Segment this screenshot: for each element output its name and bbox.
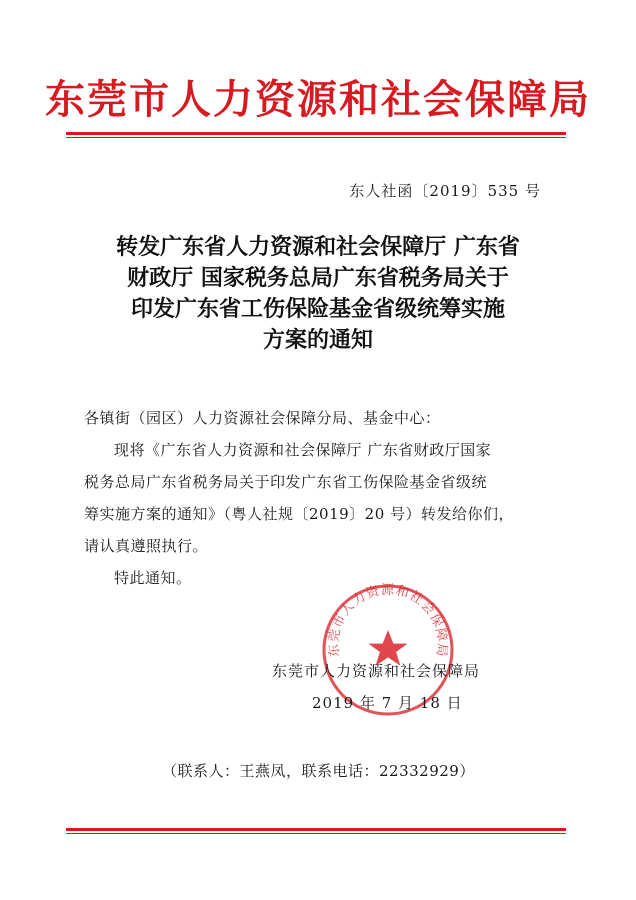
title-line: 财政厅 国家税务总局广东省税务局关于 (127, 266, 509, 291)
footer-rule-thin (66, 833, 566, 834)
document-number: 东人社函〔2019〕535 号 (349, 182, 541, 200)
signer: 东莞市人力资源和社会保障局 (272, 662, 481, 680)
body-line: 税务总局广东省税务局关于印发广东省工伤保险基金省级统 (84, 473, 488, 491)
body-line: 请认真遵照执行。 (84, 537, 209, 555)
salutation: 各镇街（园区）人力资源社会保障分局、基金中心： (84, 409, 441, 427)
letterhead-rule-thin (66, 137, 566, 138)
letterhead-rule-thick (66, 132, 566, 135)
document-body (84, 402, 554, 594)
seal-text: 东莞市人力资源和社会保障局 (326, 583, 450, 659)
contact-info: （联系人：王燕凤，联系电话：22332929） (162, 762, 475, 780)
document-title (0, 232, 636, 356)
title-line: 印发广东省工伤保险基金省级统筹实施 (130, 297, 505, 322)
body-line: 筹实施方案的通知》（粤人社规〔2019〕20 号）转发给你们， (84, 505, 515, 523)
title-line: 转发广东省人力资源和社会保障厅 广东省 (116, 235, 520, 260)
body-line: 现将《广东省人力资源和社会保障厅 广东省财政厅国家 (114, 441, 492, 459)
footer-rule-thick (66, 828, 566, 831)
closing: 特此通知。 (114, 569, 192, 587)
issue-date: 2019 年 7 月 18 日 (312, 694, 463, 712)
letterhead-title: 东莞市人力资源和社会保障局 (45, 76, 591, 123)
title-line: 方案的通知 (262, 328, 373, 353)
